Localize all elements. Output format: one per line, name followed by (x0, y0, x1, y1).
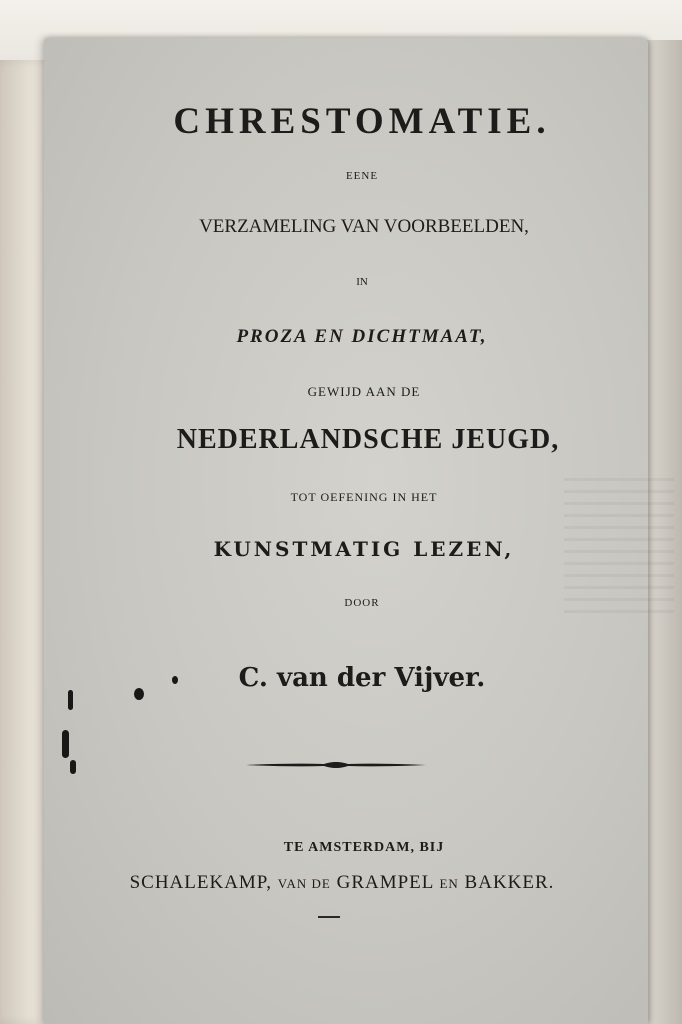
ink-stain (134, 688, 144, 700)
publisher-word-2: VAN DE (277, 876, 331, 891)
tot-line: TOT OEFENING IN HET (290, 490, 438, 504)
publisher-line (40, 872, 644, 894)
closing-dash (318, 916, 340, 918)
publisher-name-5: BAKKER. (464, 872, 555, 893)
proza-line: PROZA EN DICHTMAAT, (236, 326, 488, 347)
kunstmatig-line: KUNSTMATIG LEZEN, (213, 537, 515, 561)
book-title: CHRESTOMATIE. (173, 101, 551, 142)
gewijd-line: GEWIJD AAN DE (307, 384, 421, 399)
publisher-name-3: GRAMPEL (336, 872, 434, 893)
title-in: IN (356, 276, 368, 288)
subtitle: VERZAMELING VAN VOORBEELDEN, (199, 216, 529, 237)
jeugd-line: NEDERLANDSCHE JEUGD, (176, 424, 560, 455)
publisher-word-4: EN (439, 876, 459, 891)
door-line: DOOR (344, 597, 380, 609)
publisher-name-1: SCHALEKAMP, (129, 872, 273, 893)
ink-stain (70, 760, 76, 774)
ink-stain (68, 690, 73, 710)
imprint-place: TE AMSTERDAM, BIJ (283, 840, 445, 855)
author-name: C. van der Vijver. (238, 663, 486, 693)
ink-stain (62, 730, 69, 758)
title-eene: EENE (345, 170, 379, 182)
ornament-rule (246, 758, 426, 772)
ink-stain (172, 676, 178, 684)
